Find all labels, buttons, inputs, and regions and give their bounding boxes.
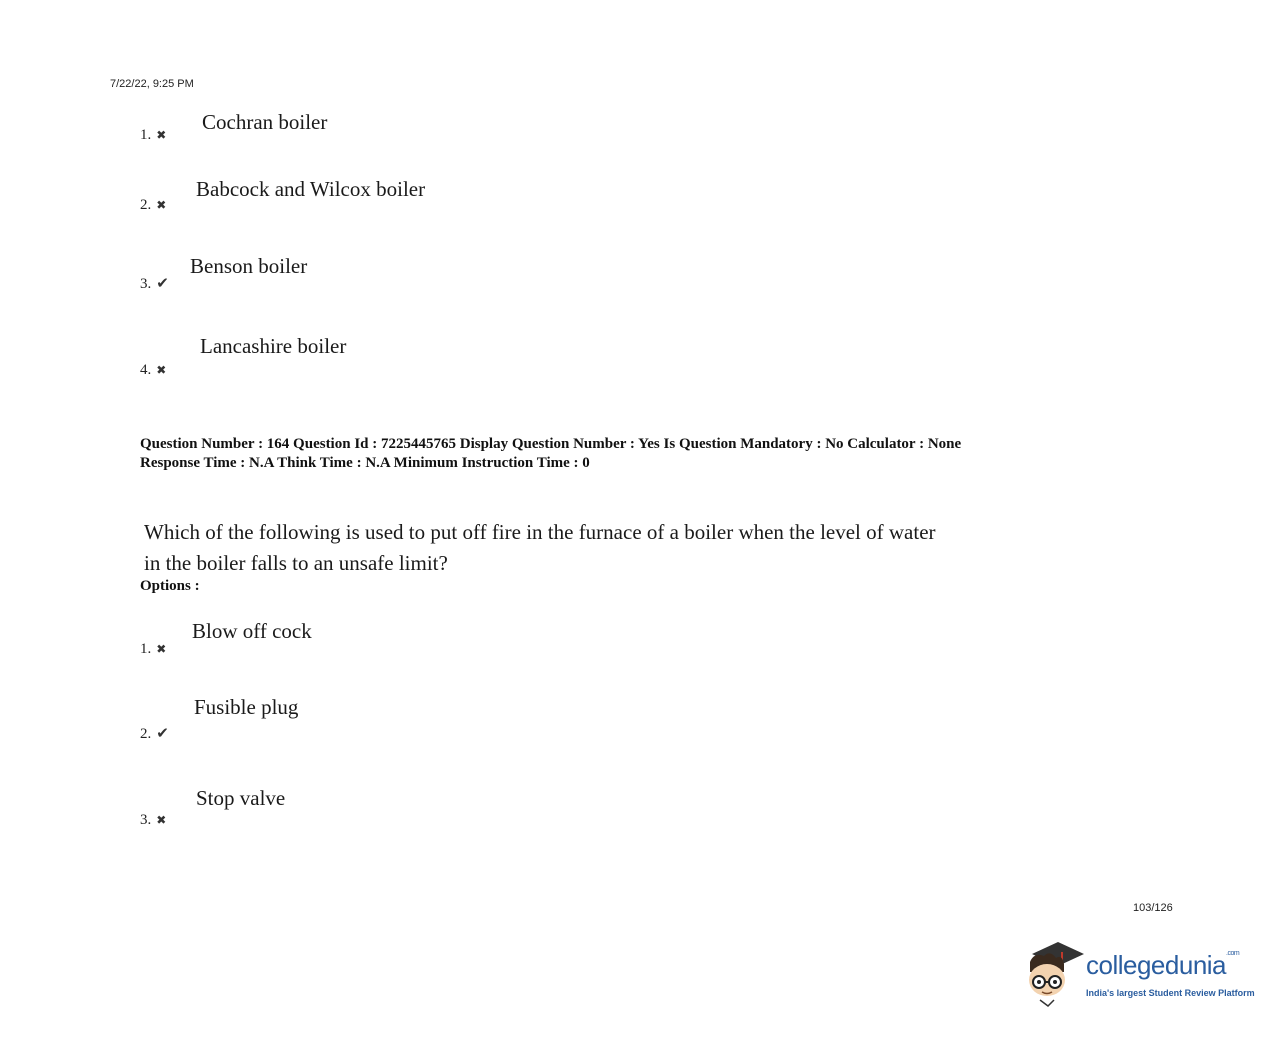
question-text: Which of the following is used to put off fire in the furnace of a boiler when the level of water xyxy=(144,520,936,544)
question-meta-line: Question Number : 164 Question Id : 7225445765 Display Question Number : Yes Is Question Mandatory : No Calculator : None xyxy=(140,436,962,452)
cross-icon: ✖ xyxy=(156,128,167,142)
brand-tagline: India's largest Student Review Platform xyxy=(1086,988,1255,998)
option-number: 1. ✖ xyxy=(140,127,167,143)
option-text: Cochran boiler xyxy=(202,110,328,134)
brand-name: collegedunia$^{.com}$ xyxy=(1086,950,1240,980)
option-number: 3. ✔ xyxy=(140,274,169,292)
option-number: 1. ✖ xyxy=(140,641,167,657)
option-text: Fusible plug xyxy=(194,695,299,719)
option-number: 3. ✖ xyxy=(140,812,167,828)
collegedunia-logo xyxy=(1024,940,1254,1010)
option-text: Blow off cock xyxy=(192,619,312,643)
option-number: 4. ✖ xyxy=(140,362,167,378)
option-number: 2. ✖ xyxy=(140,197,167,213)
option-text: Lancashire boiler xyxy=(200,334,347,358)
question-meta-line: Response Time : N.A Think Time : N.A Minimum Instruction Time : 0 xyxy=(140,455,590,471)
cross-icon: ✖ xyxy=(156,642,167,656)
check-icon: ✔ xyxy=(156,724,169,742)
option-number: 2. ✔ xyxy=(140,724,169,742)
option-text: Babcock and Wilcox boiler xyxy=(196,177,426,201)
cross-icon: ✖ xyxy=(156,813,167,827)
cross-icon: ✖ xyxy=(156,363,167,377)
check-icon: ✔ xyxy=(156,274,169,292)
print-timestamp: 7/22/22, 9:25 PM xyxy=(110,78,194,90)
option-text: Benson boiler xyxy=(190,254,308,278)
question-text: in the boiler falls to an unsafe limit? xyxy=(144,551,448,575)
mascot-icon xyxy=(1024,940,1084,1010)
cross-icon: ✖ xyxy=(156,198,167,212)
option-text: Stop valve xyxy=(196,786,286,810)
options-label: Options : xyxy=(140,578,200,594)
page-number: 103/126 xyxy=(1133,902,1173,914)
